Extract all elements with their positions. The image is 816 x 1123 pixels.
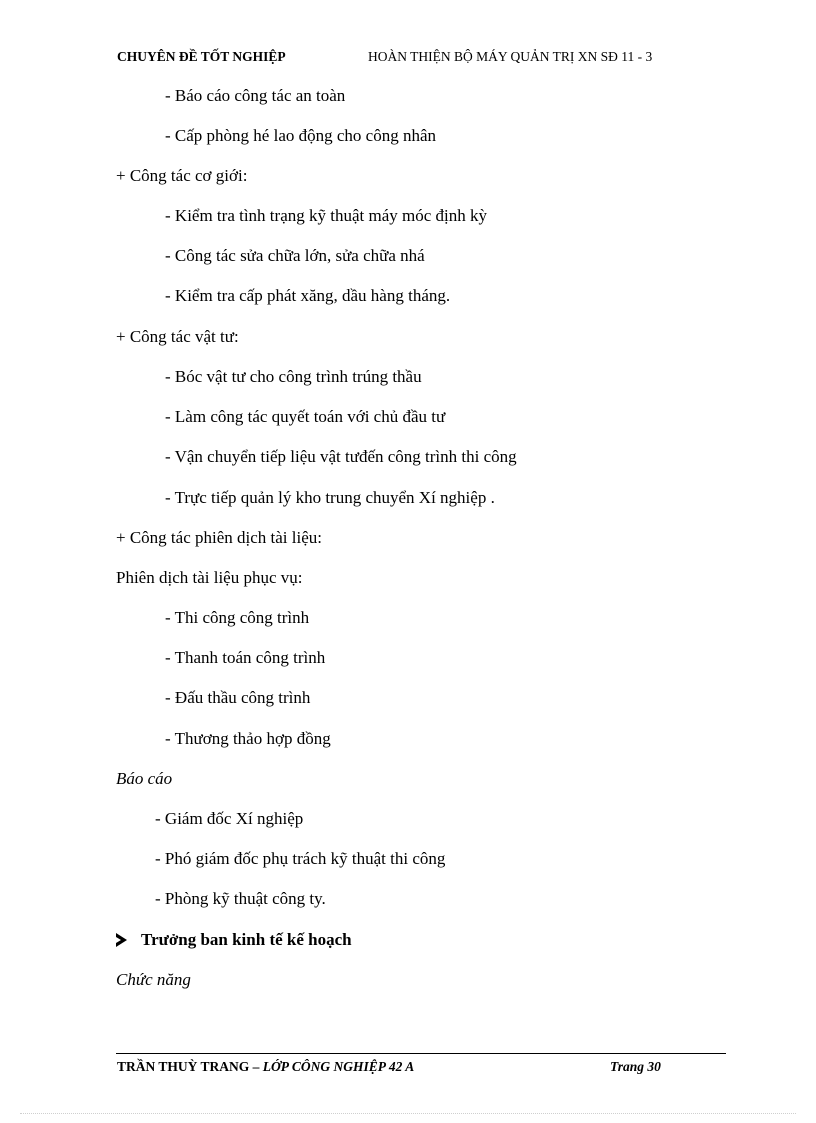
header-left-title: CHUYÊN ĐỀ TỐT NGHIỆP xyxy=(117,49,286,64)
list-item: - Phó giám đốc phụ trách kỹ thuật thi công xyxy=(155,849,446,868)
list-item: - Đấu thầu công trình xyxy=(165,688,311,707)
list-item: - Thanh toán công trình xyxy=(165,648,326,667)
page-number: Trang 30 xyxy=(610,1059,661,1074)
list-item: - Vận chuyển tiếp liệu vật tưđến công trình thi công xyxy=(165,447,517,466)
list-item: - Thương thảo hợp đồng xyxy=(165,729,331,748)
list-item: - Phòng kỹ thuật công ty. xyxy=(155,889,326,908)
list-item: - Kiểm tra tình trạng kỹ thuật máy móc định kỳ xyxy=(165,206,487,225)
list-item: - Làm công tác quyết toán với chủ đầu tư xyxy=(165,407,446,426)
list-item: - Báo cáo công tác an toàn xyxy=(165,86,346,105)
arrow-bullet-icon xyxy=(116,933,127,947)
page-edge-divider xyxy=(20,1113,796,1114)
bold-heading xyxy=(116,930,352,950)
bold-heading-text: Trưởng ban kinh tế kế hoạch xyxy=(141,930,352,949)
section-heading: + Công tác phiên dịch tài liệu: xyxy=(116,528,322,547)
list-item: - Cấp phòng hé lao động cho công nhân xyxy=(165,126,436,145)
list-item: - Kiểm tra cấp phát xăng, dầu hàng tháng. xyxy=(165,286,451,305)
paragraph: Phiên dịch tài liệu phục vụ: xyxy=(116,568,303,587)
subheading-italic: Chức năng xyxy=(116,970,191,989)
header-right-title: HOÀN THIỆN BỘ MÁY QUẢN TRỊ XN SĐ 11 - 3 xyxy=(368,49,653,64)
list-item: - Công tác sửa chữa lớn, sửa chữa nhá xyxy=(165,246,425,265)
section-heading: + Công tác vật tư: xyxy=(116,327,239,346)
list-item: - Bóc vật tư cho công trình trúng thầu xyxy=(165,367,422,386)
subheading-italic: Báo cáo xyxy=(116,769,173,788)
footer-divider xyxy=(116,1053,726,1054)
section-heading: + Công tác cơ giới: xyxy=(116,166,248,185)
list-item: - Trực tiếp quản lý kho trung chuyển Xí nghiệp . xyxy=(165,488,495,507)
footer-class: LỚP CÔNG NGHIỆP 42 A xyxy=(262,1059,415,1074)
list-item: - Thi công công trình xyxy=(165,608,310,627)
footer-left xyxy=(117,1059,414,1075)
footer-author: TRẦN THUỲ TRANG – xyxy=(117,1059,260,1074)
list-item: - Giám đốc Xí nghiệp xyxy=(155,809,304,828)
